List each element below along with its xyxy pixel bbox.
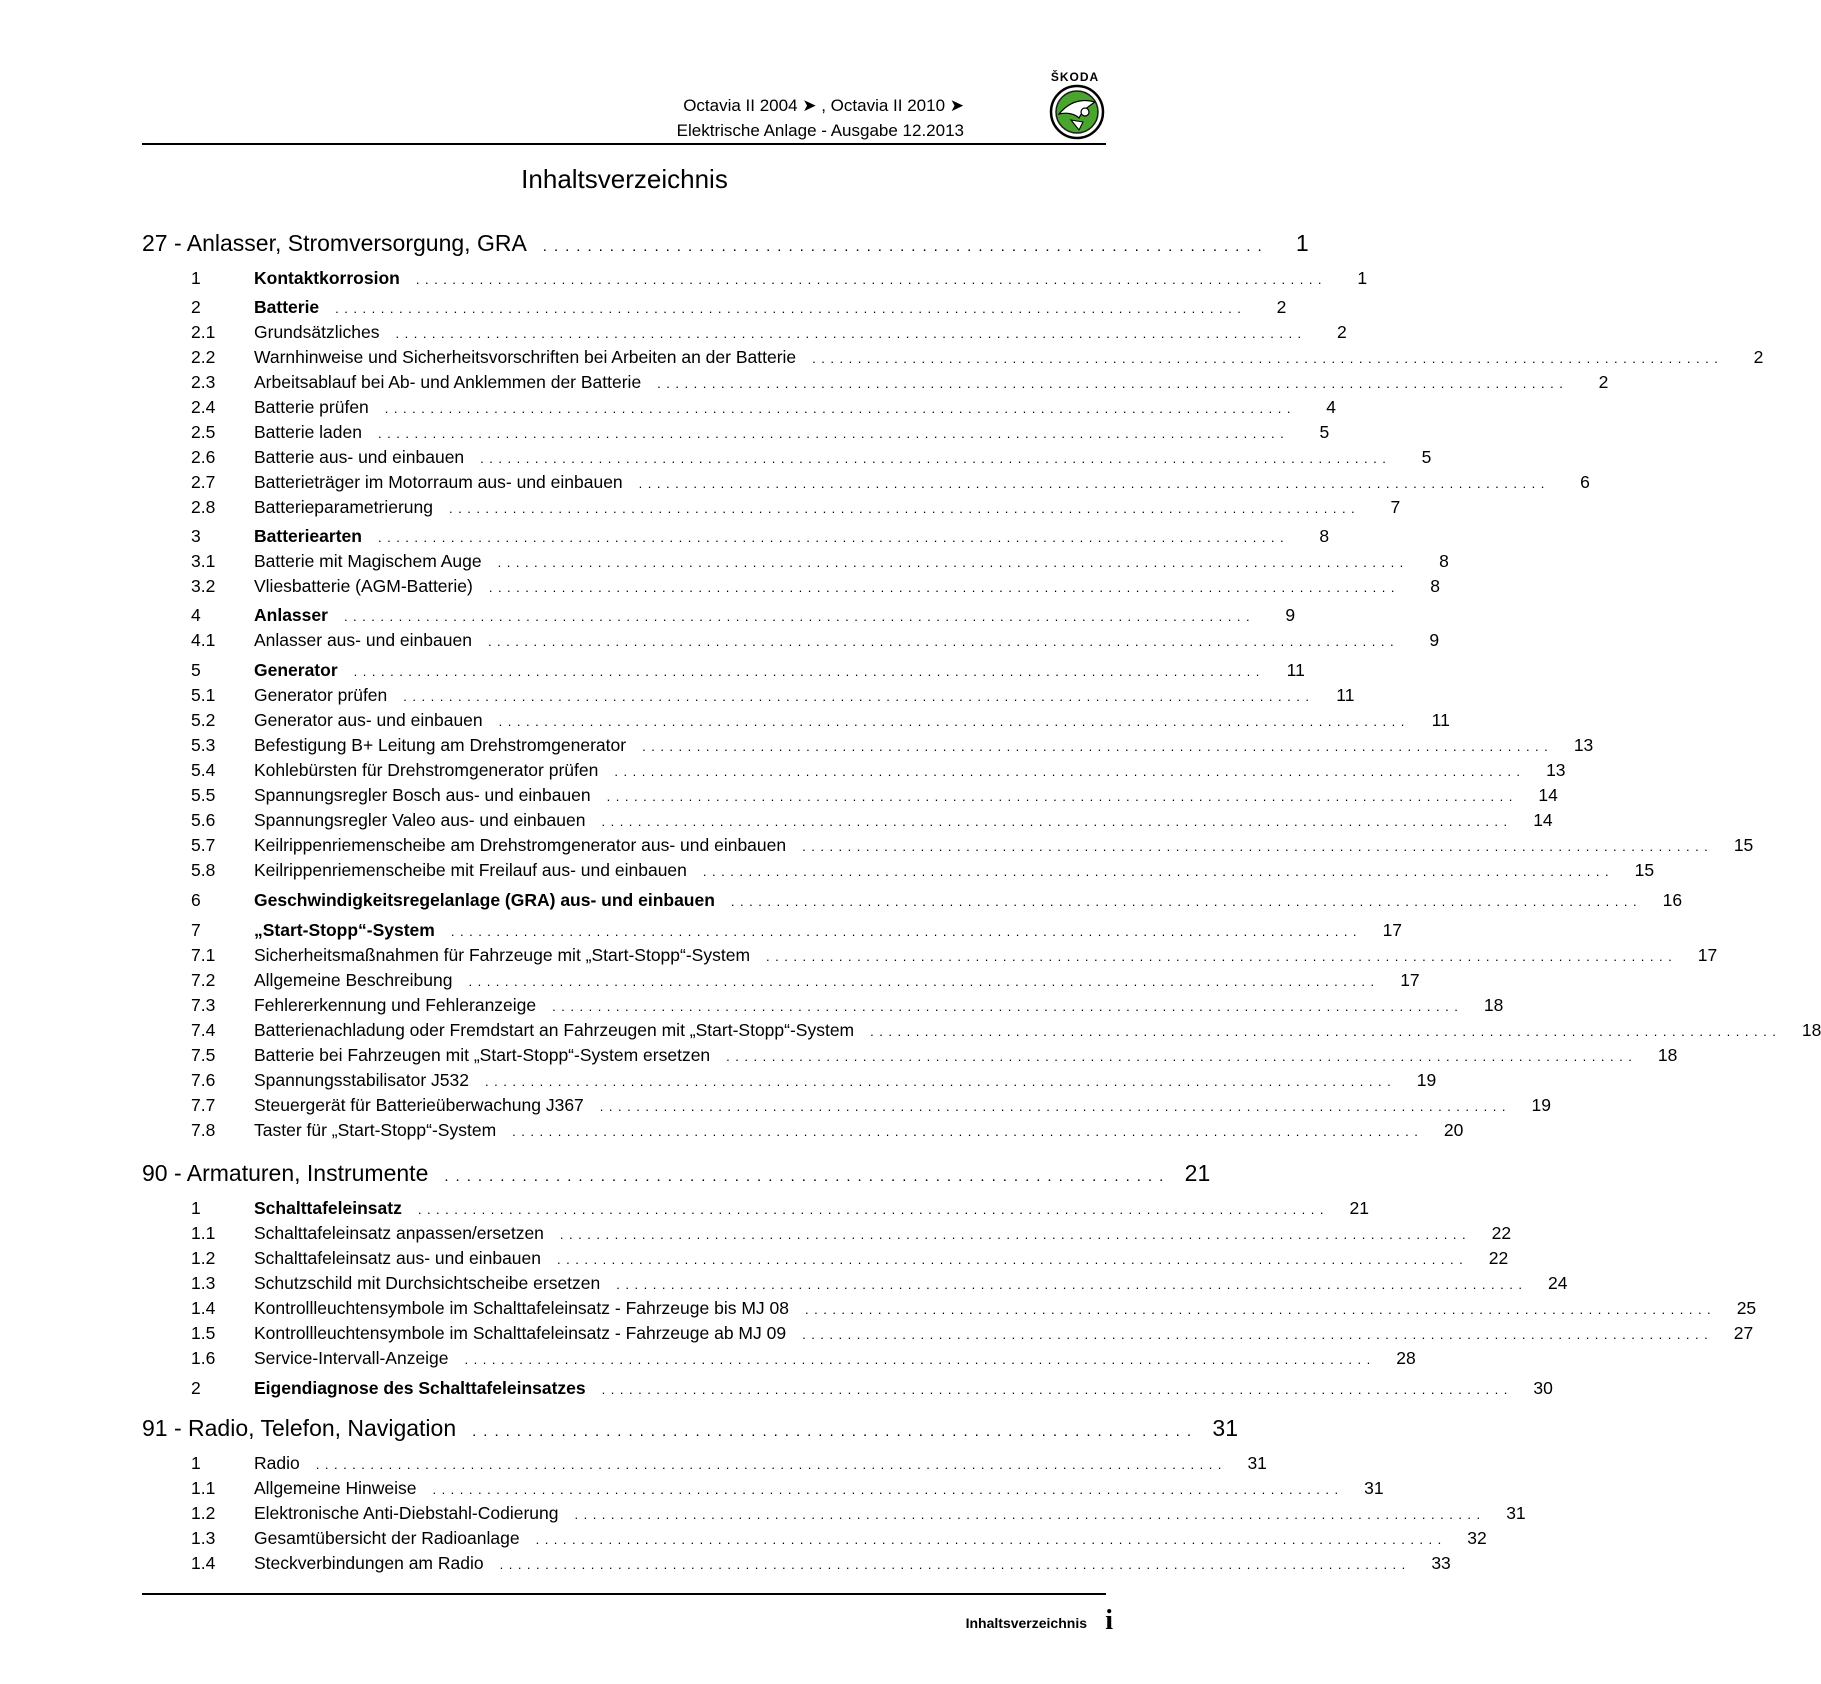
toc-leader: ....................................................................................................	[499, 1557, 1411, 1572]
toc-entry-page: 17	[1697, 945, 1718, 965]
toc-entry-page: 31	[1364, 1478, 1384, 1498]
toc-entry-page: 21	[1349, 1198, 1370, 1218]
toc-entry-page: 2	[1598, 372, 1609, 392]
toc-entry[interactable]	[142, 890, 1683, 916]
toc-entry-label: Batteriearten	[254, 526, 362, 546]
toc-entry-number: 5.8	[191, 860, 216, 880]
toc-entry-label: Vliesbatterie (AGM-Batterie)	[254, 576, 473, 596]
toc-leader: ....................................................................................................	[574, 1507, 1486, 1522]
toc-entry[interactable]	[142, 347, 1764, 373]
toc-entry-label: Arbeitsablauf bei Ab- und Anklemmen der Batterie	[254, 372, 642, 392]
toc-entry-number: 1.4	[191, 1553, 216, 1573]
toc-entry[interactable]	[142, 735, 1594, 761]
toc-entry[interactable]	[142, 1198, 1370, 1224]
toc-entry-page: 5	[1319, 422, 1330, 442]
toc-leader: .................................................................	[444, 1168, 1171, 1185]
toc-leader: ....................................................................................................	[606, 789, 1518, 804]
toc-entry-page: 15	[1733, 835, 1754, 855]
toc-leader: ....................................................................................................	[353, 664, 1265, 679]
toc-entry-label: Generator aus- und einbauen	[254, 710, 483, 730]
toc-entry[interactable]	[142, 1478, 1384, 1504]
toc-entry-number: 2.8	[191, 497, 216, 517]
toc-entry-page: 8	[1430, 576, 1441, 596]
toc-entry[interactable]	[142, 970, 1420, 996]
page-title: Inhaltsverzeichnis	[521, 164, 728, 194]
toc-leader: ....................................................................................................	[766, 949, 1678, 964]
toc-entry-label: Geschwindigkeitsregelanlage (GRA) aus- und einbauen	[254, 890, 715, 910]
brand-wordmark: ŠKODA	[1050, 70, 1100, 84]
toc-entry-page: 22	[1488, 1248, 1509, 1268]
toc-entry-page: 16	[1662, 890, 1683, 910]
toc-leader: ....................................................................................................	[343, 609, 1256, 624]
toc-entry-page: 2	[1753, 347, 1764, 367]
toc-entry-page: 15	[1634, 860, 1655, 880]
toc-leader: ....................................................................................................	[485, 1074, 1397, 1089]
toc-entry[interactable]	[142, 551, 1449, 577]
toc-entry-number: 1.1	[191, 1223, 216, 1243]
toc-entry-number: 1.1	[191, 1478, 216, 1498]
toc-entry[interactable]	[142, 447, 1432, 473]
toc-entry-number: 3.2	[191, 576, 216, 596]
toc-entry[interactable]	[142, 945, 1718, 971]
toc-entry-label: Schalttafeleinsatz aus- und einbauen	[254, 1248, 542, 1268]
toc-entry-label: Batterieparametrierung	[254, 497, 433, 517]
toc-entry-number: 1.4	[191, 1298, 216, 1318]
toc-entry-label: Steckverbindungen am Radio	[254, 1553, 484, 1573]
toc-entry-number: 7.6	[191, 1070, 216, 1090]
footer-divider	[142, 1593, 1106, 1595]
toc-entry-label: Fehlererkennung und Fehleranzeige	[254, 995, 537, 1015]
toc-entry-page: 17	[1400, 970, 1420, 990]
toc-entry-label: Steuergerät für Batterieüberwachung J367	[254, 1095, 584, 1115]
toc-entry[interactable]	[142, 660, 1305, 686]
toc-entry-page: 18	[1801, 1020, 1821, 1040]
toc-leader: ....................................................................................................	[498, 714, 1410, 729]
toc-entry[interactable]	[142, 576, 1441, 602]
toc-entry[interactable]	[142, 860, 1655, 886]
toc-entry-page: 13	[1546, 760, 1566, 780]
toc-entry-number: 2.5	[191, 422, 216, 442]
toc-entry[interactable]	[142, 1273, 1568, 1299]
toc-entry[interactable]	[142, 1323, 1754, 1349]
toc-leader: ....................................................................................................	[552, 999, 1464, 1014]
toc-entry-page: 32	[1467, 1528, 1487, 1548]
toc-entry-number: 1.3	[191, 1528, 216, 1548]
toc-entry-page: 6	[1580, 472, 1590, 492]
toc-leader: ....................................................................................................	[638, 476, 1550, 491]
toc-entry-page: 8	[1439, 551, 1449, 571]
toc-entry[interactable]	[142, 1553, 1451, 1579]
toc-entry-label: Anlasser	[254, 605, 328, 625]
toc-leader: ....................................................................................................	[315, 1457, 1227, 1472]
toc-entry[interactable]	[142, 1223, 1512, 1249]
toc-leader: ....................................................................................................	[450, 924, 1363, 939]
toc-entry-number: 5.5	[191, 785, 216, 805]
toc-entry-page: 22	[1491, 1223, 1512, 1243]
toc-entry-number: 4	[191, 605, 201, 625]
toc-leader: ....................................................................................................	[487, 634, 1400, 649]
toc-entry[interactable]	[142, 785, 1558, 811]
toc-entry-label: Allgemeine Beschreibung	[254, 970, 453, 990]
toc-entry-label: Service-Intervall-Anzeige	[254, 1348, 449, 1368]
toc-leader: .................................................................	[542, 238, 1269, 255]
toc-entry-label: Grundsätzliches	[254, 322, 380, 342]
toc-chapter[interactable]	[142, 1160, 1211, 1192]
toc-entry-label: Schutzschild mit Durchsichtscheibe ersetzen	[254, 1273, 601, 1293]
toc-entry-label: Generator	[254, 660, 338, 680]
toc-entry[interactable]	[142, 1045, 1678, 1071]
header-edition: Elektrische Anlage - Ausgabe 12.2013	[676, 121, 964, 140]
toc-entry-number: 2.1	[191, 322, 216, 342]
toc-entry-page: 1	[1357, 268, 1368, 288]
footer-page-number: i	[1105, 1605, 1113, 1636]
toc-entry-label: Sicherheitsmaßnahmen für Fahrzeuge mit „Start-Stopp“-System	[254, 945, 751, 965]
toc-entry-number: 7.5	[191, 1045, 216, 1065]
toc-entry[interactable]	[142, 397, 1336, 423]
toc-entry-label: Batterie bei Fahrzeugen mit „Start-Stopp“-System ersetzen	[254, 1045, 711, 1065]
toc-entry-label: Batterie mit Magischem Auge	[254, 551, 482, 571]
toc-leader: ....................................................................................................	[702, 864, 1615, 879]
toc-entry-number: 2	[191, 1378, 201, 1398]
toc-entry-label: Batterienachladung oder Fremdstart an Fahrzeugen mit „Start-Stopp“-System	[254, 1020, 855, 1040]
toc-entry-number: 2.2	[191, 347, 216, 367]
toc-entry-label: Keilrippenriemenscheibe am Drehstromgenerator aus- und einbauen	[254, 835, 787, 855]
toc-entry[interactable]	[142, 1528, 1487, 1554]
header-divider	[142, 143, 1106, 145]
toc-chapter-page: 1	[1295, 230, 1309, 256]
toc-entry[interactable]	[142, 1503, 1526, 1529]
toc-leader: ....................................................................................................	[599, 1099, 1511, 1114]
skoda-logo-icon	[1049, 84, 1105, 140]
toc-entry[interactable]	[142, 297, 1287, 323]
toc-entry-number: 5.1	[191, 685, 216, 705]
toc-entry[interactable]	[142, 685, 1355, 711]
toc-entry-page: 14	[1533, 810, 1553, 830]
toc-entry-number: 6	[191, 890, 201, 910]
toc-entry-number: 2.7	[191, 472, 216, 492]
toc-leader: ....................................................................................................	[464, 1352, 1376, 1367]
toc-entry-label: Kontrollleuchtensymbole im Schalttafeleinsatz - Fahrzeuge ab MJ 09	[254, 1323, 787, 1343]
toc-entry-page: 27	[1733, 1323, 1754, 1343]
toc-entry[interactable]	[142, 1348, 1416, 1374]
toc-entry-page: 18	[1657, 1045, 1678, 1065]
toc-chapter[interactable]	[142, 230, 1309, 262]
toc-entry-page: 11	[1286, 660, 1305, 680]
toc-entry-label: Batterie aus- und einbauen	[254, 447, 465, 467]
toc-entry-number: 5.2	[191, 710, 216, 730]
toc-leader: ....................................................................................................	[415, 272, 1328, 287]
toc-leader: ....................................................................................................	[601, 814, 1513, 829]
toc-entry-label: Spannungsregler Bosch aus- und einbauen	[254, 785, 591, 805]
toc-leader: ....................................................................................................	[384, 401, 1296, 416]
toc-entry-label: Warnhinweise und Sicherheitsvorschriften bei Arbeiten an der Batterie	[254, 347, 797, 367]
toc-entry-page: 24	[1547, 1273, 1568, 1293]
toc-entry-label: Befestigung B+ Leitung am Drehstromgenerator	[254, 735, 627, 755]
toc-entry-page: 5	[1421, 447, 1432, 467]
toc-leader: ....................................................................................................	[812, 351, 1724, 366]
toc-entry-page: 7	[1390, 497, 1401, 517]
toc-entry-page: 4	[1326, 397, 1336, 417]
toc-entry-page: 9	[1429, 630, 1440, 650]
toc-leader: ....................................................................................................	[657, 376, 1569, 391]
toc-entry-number: 5.7	[191, 835, 216, 855]
toc-entry-page: 8	[1319, 526, 1330, 546]
toc-leader: ....................................................................................................	[417, 1202, 1330, 1217]
toc-entry[interactable]	[142, 526, 1330, 552]
toc-entry-label: Elektronische Anti-Diebstahl-Codierung	[254, 1503, 559, 1523]
toc-entry-number: 1.3	[191, 1273, 216, 1293]
toc-entry-page: 25	[1736, 1298, 1757, 1318]
toc-entry-label: „Start-Stopp“-System	[254, 920, 435, 940]
toc-entry-label: Batterie laden	[254, 422, 362, 442]
toc-entry-page: 17	[1382, 920, 1403, 940]
toc-entry[interactable]	[142, 1120, 1464, 1146]
toc-entry-number: 1.2	[191, 1248, 216, 1268]
toc-entry-label: Spannungsregler Valeo aus- und einbauen	[254, 810, 586, 830]
toc-chapter-label: 27 - Anlasser, Stromversorgung, GRA	[142, 230, 527, 256]
toc-entry-page: 20	[1443, 1120, 1464, 1140]
toc-chapter-label: 91 - Radio, Telefon, Navigation	[142, 1415, 457, 1441]
toc-entry-page: 28	[1396, 1348, 1416, 1368]
toc-entry[interactable]	[142, 630, 1440, 656]
toc-entry-page: 18	[1483, 995, 1504, 1015]
toc-entry-page: 14	[1538, 785, 1558, 805]
toc-leader: ....................................................................................................	[488, 580, 1401, 595]
toc-entry-number: 7.3	[191, 995, 216, 1015]
toc-entry-label: Schalttafeleinsatz	[254, 1198, 402, 1218]
toc-entry-label: Schalttafeleinsatz anpassen/ersetzen	[254, 1223, 544, 1243]
toc-leader: ....................................................................................................	[497, 555, 1409, 570]
toc-entry-number: 2.6	[191, 447, 216, 467]
toc-leader: ....................................................................................................	[432, 1482, 1344, 1497]
toc-leader: ....................................................................................................	[870, 1024, 1782, 1039]
toc-leader: ....................................................................................................	[377, 530, 1290, 545]
toc-entry-number: 1.6	[191, 1348, 216, 1368]
footer-label: Inhaltsverzeichnis	[965, 1615, 1087, 1631]
toc-entry-number: 1	[191, 1198, 201, 1218]
toc-entry[interactable]	[142, 422, 1330, 448]
toc-entry[interactable]	[142, 472, 1590, 498]
toc-entry-label: Taster für „Start-Stopp“-System	[254, 1120, 497, 1140]
toc-entry-label: Batterie prüfen	[254, 397, 369, 417]
toc-chapter[interactable]	[142, 1415, 1238, 1447]
toc-entry-label: Eigendiagnose des Schalttafeleinsatzes	[254, 1378, 586, 1398]
toc-leader: ....................................................................................................	[403, 689, 1315, 704]
toc-entry-page: 2	[1276, 297, 1287, 317]
toc-leader: ....................................................................................................	[395, 326, 1307, 341]
toc-leader: ....................................................................................................	[535, 1532, 1447, 1547]
toc-entry-number: 7	[191, 920, 201, 940]
toc-leader: ....................................................................................................	[642, 739, 1554, 754]
toc-entry-number: 5.3	[191, 735, 216, 755]
toc-entry-page: 13	[1573, 735, 1594, 755]
toc-entry[interactable]	[142, 1378, 1553, 1404]
toc-entry-page: 30	[1533, 1378, 1553, 1398]
toc-entry-number: 1.2	[191, 1503, 216, 1523]
toc-leader: ....................................................................................................	[480, 451, 1392, 466]
toc-entry-label: Generator prüfen	[254, 685, 388, 705]
toc-entry-page: 31	[1247, 1453, 1267, 1473]
toc-entry[interactable]	[142, 1095, 1551, 1121]
toc-leader: ....................................................................................................	[802, 1327, 1714, 1342]
toc-entry-page: 19	[1531, 1095, 1551, 1115]
toc-leader: ....................................................................................................	[559, 1227, 1472, 1242]
toc-leader: ....................................................................................................	[512, 1124, 1424, 1139]
toc-entry-number: 4.1	[191, 630, 216, 650]
toc-entry[interactable]	[142, 268, 1368, 294]
toc-entry-label: Kontrollleuchtensymbole im Schalttafeleinsatz - Fahrzeuge bis MJ 08	[254, 1298, 789, 1318]
toc-entry[interactable]	[142, 605, 1296, 631]
toc-leader: ....................................................................................................	[601, 1382, 1513, 1397]
toc-entry-number: 3.1	[191, 551, 216, 571]
toc-entry-label: Radio	[254, 1453, 300, 1473]
toc-entry-label: Batterie	[254, 297, 320, 317]
toc-leader: ....................................................................................................	[335, 301, 1247, 316]
toc-entry-page: 19	[1416, 1070, 1437, 1090]
toc-entry-label: Gesamtübersicht der Radioanlage	[254, 1528, 520, 1548]
toc-entry-number: 1	[191, 268, 201, 288]
toc-entry-label: Spannungsstabilisator J532	[254, 1070, 470, 1090]
toc-entry-label: Allgemeine Hinweise	[254, 1478, 417, 1498]
toc-entry[interactable]	[142, 1298, 1757, 1324]
toc-entry-number: 5	[191, 660, 201, 680]
toc-entry[interactable]	[142, 497, 1401, 523]
toc-leader: ....................................................................................................	[448, 501, 1361, 516]
toc-entry-page: 11	[1336, 685, 1355, 705]
toc-entry[interactable]	[142, 810, 1553, 836]
toc-leader: ....................................................................................................	[468, 974, 1380, 989]
toc-leader: ....................................................................................................	[730, 894, 1643, 909]
toc-entry-number: 7.8	[191, 1120, 216, 1140]
toc-entry-number: 5.4	[191, 760, 216, 780]
toc-entry-label: Kontaktkorrosion	[254, 268, 400, 288]
toc-entry-page: 31	[1506, 1503, 1526, 1523]
toc-entry-label: Keilrippenriemenscheibe mit Freilauf aus- und einbauen	[254, 860, 687, 880]
header-models: Octavia II 2004 ➤ , Octavia II 2010 ➤	[683, 96, 964, 115]
toc-entry-number: 7.2	[191, 970, 216, 990]
toc-leader: .................................................................	[472, 1423, 1198, 1440]
toc-leader: ....................................................................................................	[614, 764, 1526, 779]
toc-entry[interactable]	[142, 372, 1609, 398]
toc-entry-page: 33	[1431, 1553, 1451, 1573]
toc-chapter-label: 90 - Armaturen, Instrumente	[142, 1160, 429, 1186]
toc-entry[interactable]	[142, 995, 1504, 1021]
toc-entry[interactable]	[142, 710, 1450, 736]
toc-entry-label: Anlasser aus- und einbauen	[254, 630, 472, 650]
toc-leader: ....................................................................................................	[804, 1302, 1717, 1317]
toc-entry-number: 2.4	[191, 397, 216, 417]
toc-entry-page: 11	[1431, 710, 1450, 730]
toc-entry-label: Batterieträger im Motorraum aus- und einbauen	[254, 472, 623, 492]
toc-entry-number: 7.7	[191, 1095, 216, 1115]
toc-entry[interactable]	[142, 1248, 1509, 1274]
toc-entry-number: 7.1	[191, 945, 216, 965]
toc-entry[interactable]	[142, 760, 1566, 786]
toc-entry[interactable]	[142, 1020, 1821, 1046]
toc-chapter-page: 21	[1184, 1160, 1211, 1186]
toc-leader: ....................................................................................................	[726, 1049, 1638, 1064]
toc-entry-number: 1.5	[191, 1323, 216, 1343]
toc-entry-page: 2	[1336, 322, 1347, 342]
toc-entry-number: 2	[191, 297, 201, 317]
toc-entry-number: 5.6	[191, 810, 216, 830]
toc-entry-number: 3	[191, 526, 201, 546]
toc-entry-page: 9	[1285, 605, 1296, 625]
toc-entry-label: Kohlebürsten für Drehstromgenerator prüfen	[254, 760, 599, 780]
toc-leader: ....................................................................................................	[616, 1277, 1528, 1292]
toc-entry[interactable]	[142, 1453, 1267, 1479]
toc-leader: ....................................................................................................	[802, 839, 1714, 854]
toc-entry[interactable]	[142, 920, 1403, 946]
toc-chapter-page: 31	[1212, 1415, 1238, 1441]
toc-entry[interactable]	[142, 835, 1754, 861]
toc-entry-number: 7.4	[191, 1020, 216, 1040]
toc-entry[interactable]	[142, 1070, 1437, 1096]
toc-entry-number: 2.3	[191, 372, 216, 392]
toc-entry[interactable]	[142, 322, 1347, 348]
toc-entry-number: 1	[191, 1453, 201, 1473]
toc-leader: ....................................................................................................	[557, 1252, 1469, 1267]
toc-leader: ....................................................................................................	[378, 426, 1290, 441]
